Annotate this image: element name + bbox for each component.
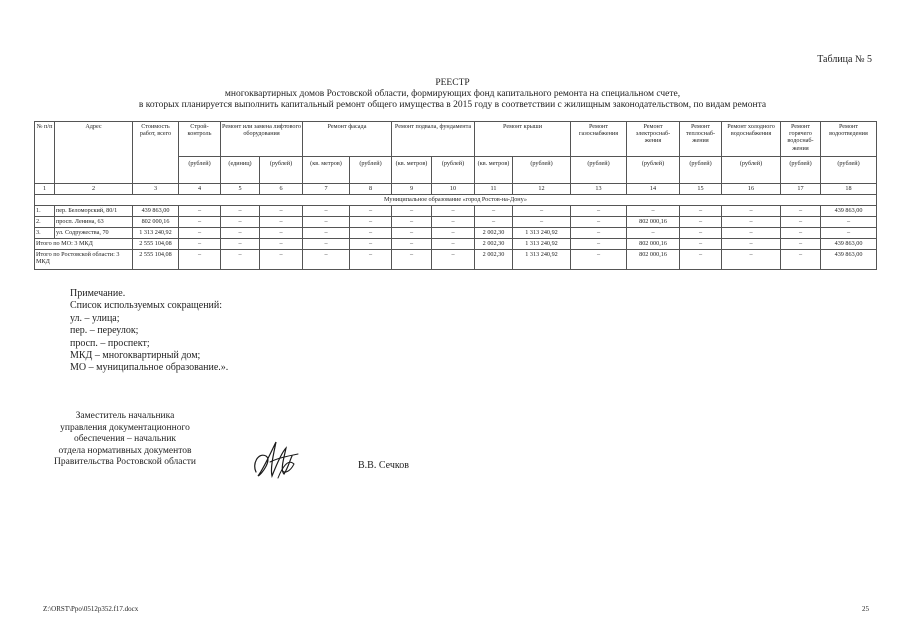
unit-cell: (рублей): [260, 157, 303, 184]
col-number: 3: [133, 184, 179, 195]
table-row: [35, 206, 877, 217]
col-number: 9: [392, 184, 432, 195]
table-cell: –: [221, 250, 260, 270]
document-subtitle-2: в которых планируется выполнить капитальный ремонт общего имущества в 2015 году в соответствии с жилищным законодательством, по видам ремонта: [138, 100, 767, 110]
row-number: 1.: [35, 206, 55, 217]
column-numbers-row: [35, 184, 877, 195]
table-cell: –: [179, 206, 221, 217]
unit-cell: (рублей): [821, 157, 877, 184]
table-cell: 2 002,30: [475, 239, 513, 250]
col-number: 5: [221, 184, 260, 195]
total-mo-row: [35, 239, 877, 250]
table-cell: –: [350, 206, 392, 217]
table-cell: 802 000,16: [627, 217, 680, 228]
table-cell: –: [627, 206, 680, 217]
col-number: 18: [821, 184, 877, 195]
notes-line: МКД – многоквартирный дом;: [70, 350, 201, 362]
footer-file-path: Z:\ORST\Ppo\0512p352.f17.docx: [43, 605, 139, 613]
table-cell: –: [571, 250, 627, 270]
total-region-label: Итого по Ростовской области: 3 МКД: [35, 250, 133, 270]
table-cell: –: [432, 250, 475, 270]
row-number: 2.: [35, 217, 55, 228]
table-cell: –: [260, 228, 303, 239]
table-cell: –: [260, 239, 303, 250]
unit-cell: (рублей): [571, 157, 627, 184]
table-cell: –: [260, 217, 303, 228]
table-cell: 2 555 104,08: [133, 250, 179, 270]
unit-cell: (рублей): [680, 157, 722, 184]
table-cell: –: [221, 228, 260, 239]
col-number: 15: [680, 184, 722, 195]
table-cell: –: [475, 206, 513, 217]
table-cell: –: [722, 239, 781, 250]
unit-cell: (кв. метров): [392, 157, 432, 184]
table-header-row: [35, 122, 877, 157]
table-cell: –: [221, 239, 260, 250]
table-cell: –: [221, 206, 260, 217]
col-number: 16: [722, 184, 781, 195]
table-cell: 802 000,16: [627, 239, 680, 250]
table-cell: –: [350, 250, 392, 270]
col-number: 17: [781, 184, 821, 195]
col-number: 11: [475, 184, 513, 195]
table-number: Таблица № 5: [817, 54, 872, 65]
document-subtitle-1: многоквартирных домов Ростовской области, формирующих фонд капитального ремонта на специальном счете,: [224, 89, 681, 99]
table-cell: –: [722, 228, 781, 239]
table-cell: –: [392, 206, 432, 217]
table-cell: –: [260, 250, 303, 270]
header-lift: Ремонт или замена лифтового оборудования: [221, 122, 303, 157]
total-region-row: [35, 250, 877, 270]
position-line: обеспечения – начальник: [73, 434, 177, 444]
table-cell: 2 002,30: [475, 250, 513, 270]
signatory-name: В.В. Сечков: [358, 460, 409, 471]
unit-cell: (кв. метров): [303, 157, 350, 184]
col-number: 4: [179, 184, 221, 195]
table-cell: –: [571, 228, 627, 239]
col-number: 6: [260, 184, 303, 195]
table-cell: –: [722, 217, 781, 228]
table-cell: –: [432, 206, 475, 217]
unit-cell: (рублей): [627, 157, 680, 184]
municipality-name: Муниципальное образование «город Ростов-на-Дону»: [35, 195, 877, 206]
row-address: ул. Содружества, 70: [55, 228, 133, 239]
table-cell: –: [179, 239, 221, 250]
table-cell: –: [260, 206, 303, 217]
table-cell: –: [680, 217, 722, 228]
table-cell: –: [680, 250, 722, 270]
table-cell: –: [432, 217, 475, 228]
header-gas: Ремонт газоснабжения: [571, 122, 627, 157]
table-cell: –: [179, 217, 221, 228]
unit-cell: (рублей): [179, 157, 221, 184]
table-cell: –: [571, 206, 627, 217]
page-number: 25: [862, 605, 869, 613]
table-cell: –: [680, 239, 722, 250]
position-line: управления документационного: [60, 422, 190, 433]
total-mo-label: Итого по МО: 3 МКД: [35, 239, 133, 250]
notes-line: МО – муниципальное образование.».: [70, 362, 229, 374]
table-cell: –: [179, 250, 221, 270]
table-cell: –: [571, 217, 627, 228]
table-cell: –: [432, 228, 475, 239]
unit-cell: (кв. метров): [475, 157, 513, 184]
unit-cell: (рублей): [513, 157, 571, 184]
col-number: 8: [350, 184, 392, 195]
table-cell: 1 313 240,92: [513, 250, 571, 270]
col-number: 14: [627, 184, 680, 195]
table-cell: –: [350, 217, 392, 228]
notes-line: просп. – проспект;: [70, 337, 150, 349]
col-number: 1: [35, 184, 55, 195]
header-cold: Ремонт холодного водоснабжения: [722, 122, 781, 157]
table-cell: 1 313 240,92: [133, 228, 179, 239]
table-cell: –: [179, 228, 221, 239]
table-cell: –: [821, 228, 877, 239]
table-cell: 1 313 240,92: [513, 239, 571, 250]
position-line: Правительства Ростовской области: [54, 457, 196, 467]
table-cell: –: [513, 217, 571, 228]
unit-cell: (рублей): [781, 157, 821, 184]
table-cell: –: [303, 250, 350, 270]
table-cell: –: [571, 239, 627, 250]
municipality-row: [35, 195, 877, 206]
table-cell: –: [303, 217, 350, 228]
table-cell: –: [781, 250, 821, 270]
notes-line: Список используемых сокращений:: [70, 300, 223, 312]
table-cell: –: [303, 239, 350, 250]
row-address: пер. Беломорский, 80/1: [55, 206, 133, 217]
table-cell: –: [513, 206, 571, 217]
header-electric: Ремонт электроснаб-жения: [627, 122, 680, 157]
header-address: Адрес: [55, 122, 133, 184]
table-cell: 439 863,00: [821, 239, 877, 250]
table-cell: –: [221, 217, 260, 228]
table-row: [35, 217, 877, 228]
table-cell: –: [781, 217, 821, 228]
col-number: 7: [303, 184, 350, 195]
registry-table: [34, 121, 877, 270]
header-drain: Ремонт водоотведения: [821, 122, 877, 157]
table-cell: –: [392, 250, 432, 270]
table-cell: –: [680, 206, 722, 217]
table-cell: –: [432, 239, 475, 250]
table-cell: –: [303, 228, 350, 239]
document-title: РЕЕСТР: [435, 78, 470, 88]
table-cell: 1 313 240,92: [513, 228, 571, 239]
table-cell: 2 002,30: [475, 228, 513, 239]
col-number: 13: [571, 184, 627, 195]
table-cell: –: [392, 228, 432, 239]
table-cell: –: [821, 217, 877, 228]
unit-cell: (единиц): [221, 157, 260, 184]
table-cell: –: [781, 206, 821, 217]
table-cell: –: [392, 217, 432, 228]
table-cell: 2 555 104,08: [133, 239, 179, 250]
table-cell: 439 863,00: [821, 250, 877, 270]
header-basement: Ремонт подвала, фундамента: [392, 122, 475, 157]
notes-heading: Примечание.: [70, 288, 126, 299]
handwritten-signature: [248, 438, 304, 482]
header-total: Стоимость работ, всего: [133, 122, 179, 184]
table-cell: 802 000,16: [627, 250, 680, 270]
position-line: отдела нормативных документов: [58, 445, 192, 456]
unit-cell: (рублей): [432, 157, 475, 184]
position-line: Заместитель начальника: [75, 411, 175, 421]
table-cell: –: [722, 250, 781, 270]
col-number: 10: [432, 184, 475, 195]
table-cell: 802 000,16: [133, 217, 179, 228]
header-facade: Ремонт фасада: [303, 122, 392, 157]
header-heat: Ремонт теплоснаб-жения: [680, 122, 722, 157]
table-cell: 439 863,00: [133, 206, 179, 217]
unit-cell: (рублей): [350, 157, 392, 184]
header-roof: Ремонт крыши: [475, 122, 571, 157]
table-cell: –: [350, 239, 392, 250]
row-address: просп. Ленина, 63: [55, 217, 133, 228]
table-cell: –: [475, 217, 513, 228]
notes-block: [70, 288, 228, 375]
col-number: 2: [55, 184, 133, 195]
col-number: 12: [513, 184, 571, 195]
table-cell: –: [680, 228, 722, 239]
table-cell: –: [627, 228, 680, 239]
row-number: 3.: [35, 228, 55, 239]
table-cell: 439 863,00: [821, 206, 877, 217]
table-cell: –: [722, 206, 781, 217]
notes-line: пер. – переулок;: [70, 325, 139, 337]
table-cell: –: [781, 228, 821, 239]
table-cell: –: [350, 228, 392, 239]
table-row: [35, 228, 877, 239]
signatory-position: [30, 411, 220, 469]
header-num: № п/п: [35, 122, 55, 184]
table-cell: –: [303, 206, 350, 217]
table-cell: –: [781, 239, 821, 250]
header-control: Строй-контроль: [179, 122, 221, 157]
header-hot: Ремонт горячего водоснаб-жения: [781, 122, 821, 157]
notes-line: ул. – улица;: [70, 312, 120, 324]
table-cell: –: [392, 239, 432, 250]
unit-cell: (рублей): [722, 157, 781, 184]
